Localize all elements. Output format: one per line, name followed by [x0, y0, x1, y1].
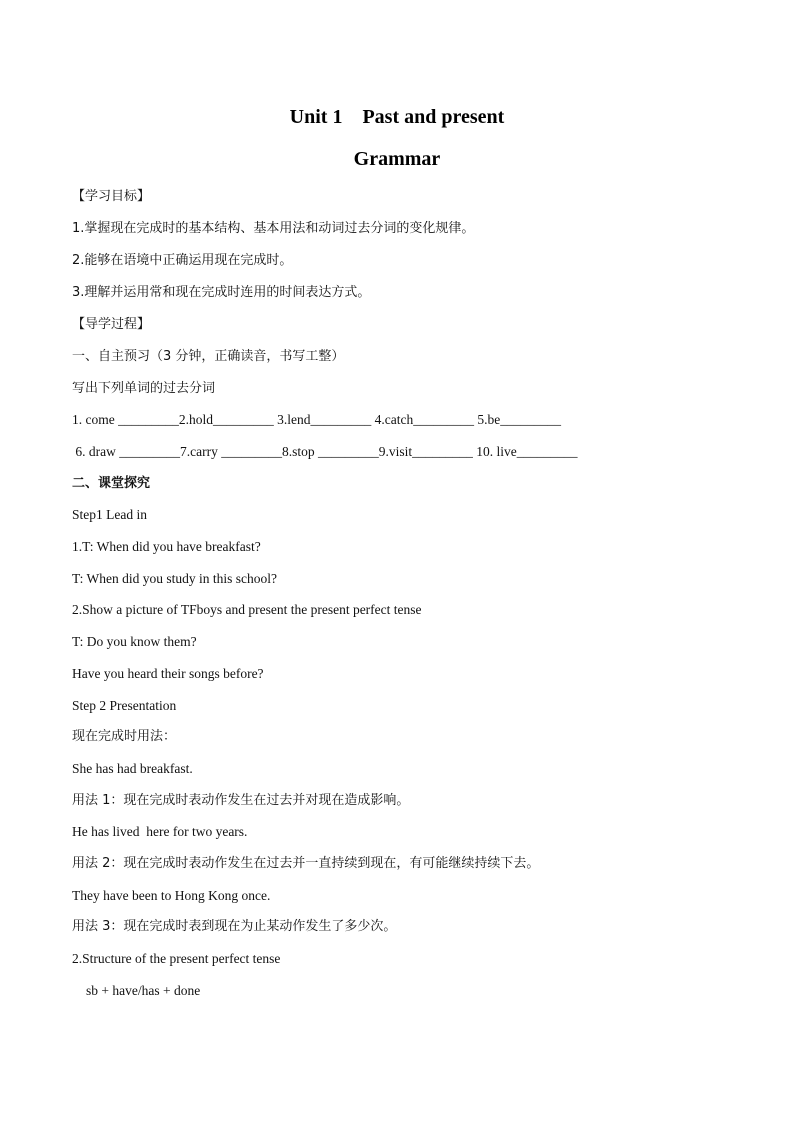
objective-item: 1.掌握现在完成时的基本结构、基本用法和动词过去分词的变化规律。 [72, 221, 475, 236]
objective-item: 2.能够在语境中正确运用现在完成时。 [72, 253, 293, 268]
example-sentence: She has had breakfast. [72, 761, 193, 776]
section-heading-exploration: 二、课堂探究 [72, 476, 151, 491]
document-title: Unit 1 Past and present [289, 106, 505, 128]
structure-heading: 2.Structure of the present perfect tense [72, 951, 281, 966]
dialogue-line: T: Do you know them? [72, 634, 197, 649]
activity-line: 2.Show a picture of TFboys and present the present perfect tense [72, 602, 422, 617]
usage-heading: 现在完成时用法： [72, 729, 177, 744]
step-heading: Step1 Lead in [72, 507, 147, 522]
exercise-row: 6. draw _________7.carry _________8.stop _________9.visit_________ 10. live_________ [72, 444, 578, 459]
step-heading: Step 2 Presentation [72, 698, 177, 713]
section-heading-process: 【导学过程】 [72, 317, 151, 332]
document-subtitle: Grammar [353, 148, 441, 170]
exercise-row: 1. come _________2.hold_________ 3.lend_________ 4.catch_________ 5.be_________ [72, 412, 561, 427]
preview-heading: 一、自主预习（3 分钟，正确读音，书写工整） [72, 349, 345, 364]
example-sentence: He has lived here for two years. [72, 824, 248, 839]
usage-rule: 用法 2：现在完成时表动作发生在过去并一直持续到现在，有可能继续持续下去。 [72, 856, 540, 871]
example-sentence: They have been to Hong Kong once. [72, 888, 271, 903]
section-heading-objectives: 【学习目标】 [72, 189, 151, 204]
usage-rule: 用法 1：现在完成时表动作发生在过去并对现在造成影响。 [72, 793, 410, 808]
objective-item: 3.理解并运用常和现在完成时连用的时间表达方式。 [72, 285, 371, 300]
dialogue-line: 1.T: When did you have breakfast? [72, 539, 261, 554]
dialogue-line: T: When did you study in this school? [72, 571, 277, 586]
preview-instruction: 写出下列单词的过去分词 [72, 381, 216, 396]
dialogue-line: Have you heard their songs before? [72, 666, 264, 681]
usage-rule: 用法 3：现在完成时表到现在为止某动作发生了多少次。 [72, 919, 397, 934]
structure-formula: sb + have/has + done [86, 983, 201, 998]
